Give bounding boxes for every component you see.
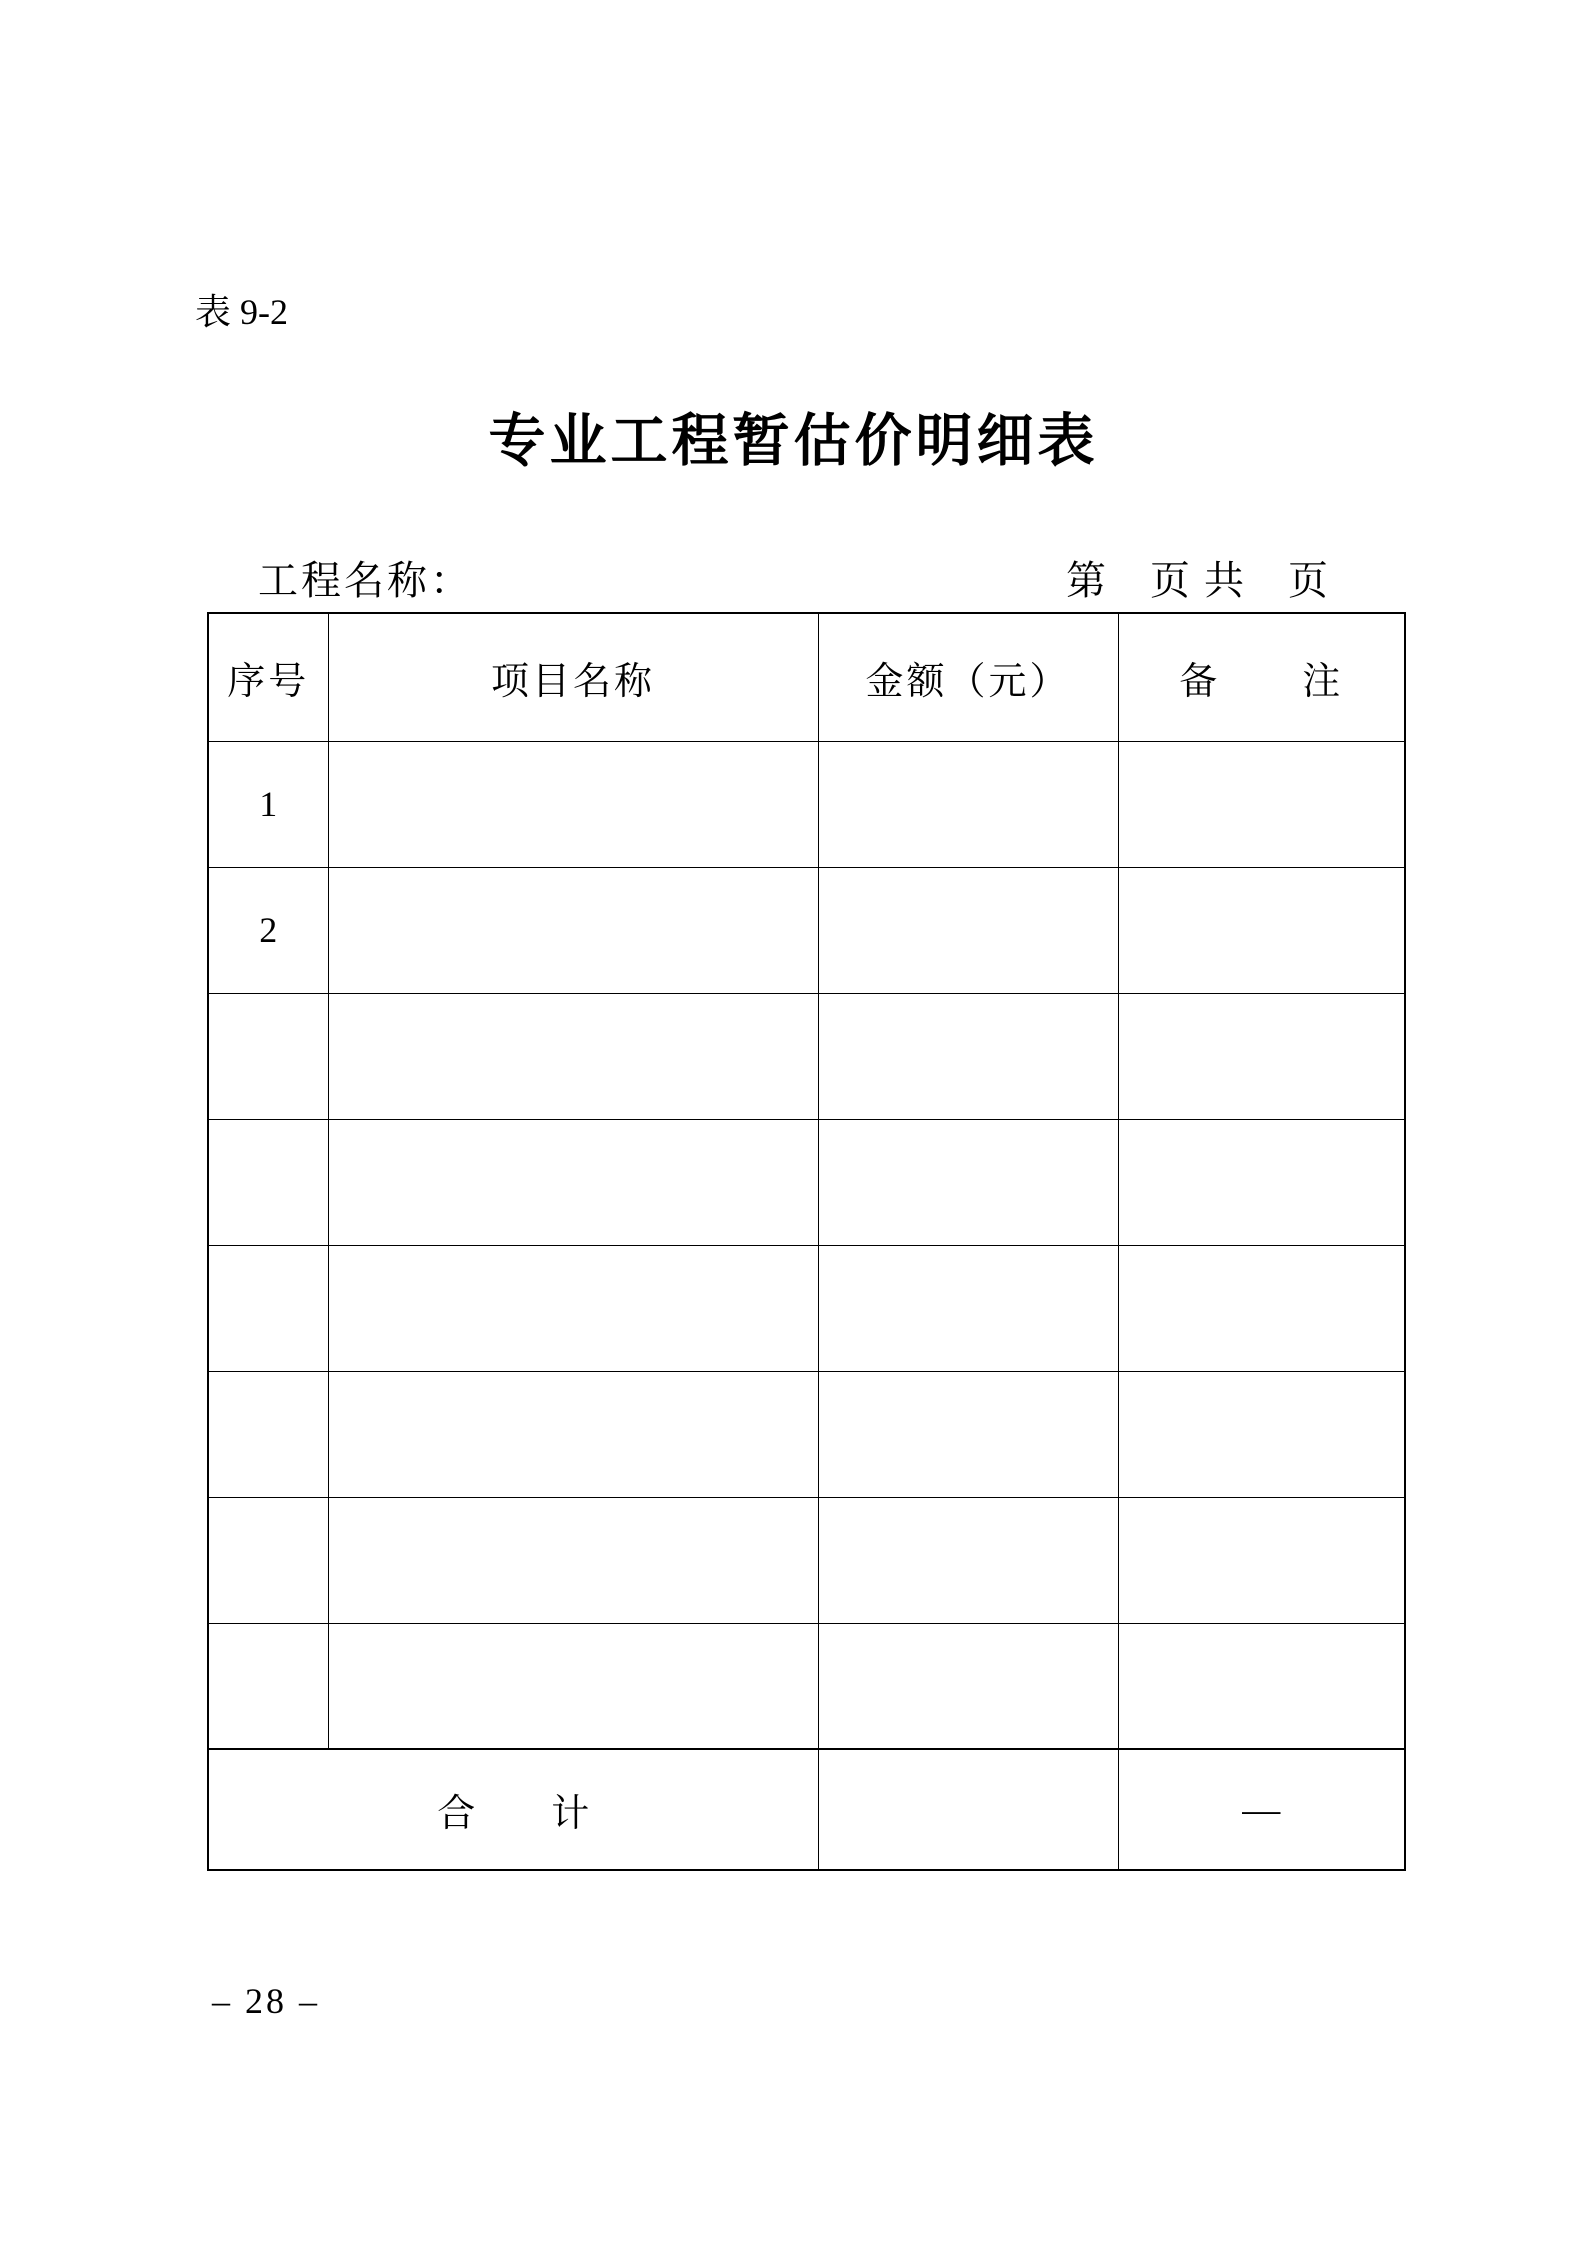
page-number: – 28 – — [212, 1981, 320, 2021]
amount-cell — [818, 1623, 1118, 1749]
seq-cell — [208, 1371, 328, 1497]
table-row — [208, 867, 1405, 993]
header-row — [208, 613, 1405, 741]
amount-cell — [818, 1497, 1118, 1623]
header-item-name: 项目名称 — [328, 613, 818, 741]
item-name-cell — [328, 993, 818, 1119]
seq-cell — [208, 1119, 328, 1245]
table-row — [208, 1371, 1405, 1497]
item-name-cell — [328, 867, 818, 993]
note-cell — [1118, 1623, 1405, 1749]
amount-cell — [818, 1371, 1118, 1497]
note-cell — [1118, 741, 1405, 867]
total-amount-cell — [818, 1749, 1118, 1870]
note-cell — [1118, 1245, 1405, 1371]
item-name-cell — [328, 1497, 818, 1623]
item-name-cell — [328, 1119, 818, 1245]
item-name-cell — [328, 1371, 818, 1497]
item-name-cell — [328, 1623, 818, 1749]
note-cell — [1118, 993, 1405, 1119]
project-name-label: 工程名称： — [258, 558, 473, 603]
amount-cell — [818, 1119, 1118, 1245]
table-row — [208, 1623, 1405, 1749]
table-row — [208, 1497, 1405, 1623]
item-name-cell — [328, 1245, 818, 1371]
total-note-cell: — — [1118, 1749, 1405, 1870]
amount-cell — [818, 867, 1118, 993]
header-seq: 序号 — [208, 613, 328, 741]
seq-cell — [208, 993, 328, 1119]
table-footer — [208, 1749, 1405, 1870]
table-body — [208, 741, 1405, 1749]
table-row — [208, 1119, 1405, 1245]
amount-cell — [818, 1245, 1118, 1371]
amount-cell — [818, 741, 1118, 867]
seq-cell — [208, 1245, 328, 1371]
seq-cell: 2 — [208, 867, 328, 993]
note-cell — [1118, 1371, 1405, 1497]
total-label-cell: 合 计 — [208, 1749, 818, 1870]
table-row — [208, 741, 1405, 867]
note-cell — [1118, 1119, 1405, 1245]
header-note: 备 注 — [1118, 613, 1405, 741]
seq-cell: 1 — [208, 741, 328, 867]
note-cell — [1118, 867, 1405, 993]
table-row — [208, 1245, 1405, 1371]
seq-cell — [208, 1623, 328, 1749]
total-row — [208, 1749, 1405, 1870]
table-header — [208, 613, 1405, 741]
header-amount: 金额（元） — [818, 613, 1118, 741]
provisional-price-table — [207, 612, 1406, 1871]
seq-cell — [208, 1497, 328, 1623]
amount-cell — [818, 993, 1118, 1119]
page-indicator: 第 页 共 页 — [1066, 558, 1330, 603]
note-cell — [1118, 1497, 1405, 1623]
table-row — [208, 993, 1405, 1119]
page-title: 专业工程暂估价明细表 — [488, 410, 1099, 473]
item-name-cell — [328, 741, 818, 867]
table-code-label: 表 9-2 — [195, 292, 288, 332]
